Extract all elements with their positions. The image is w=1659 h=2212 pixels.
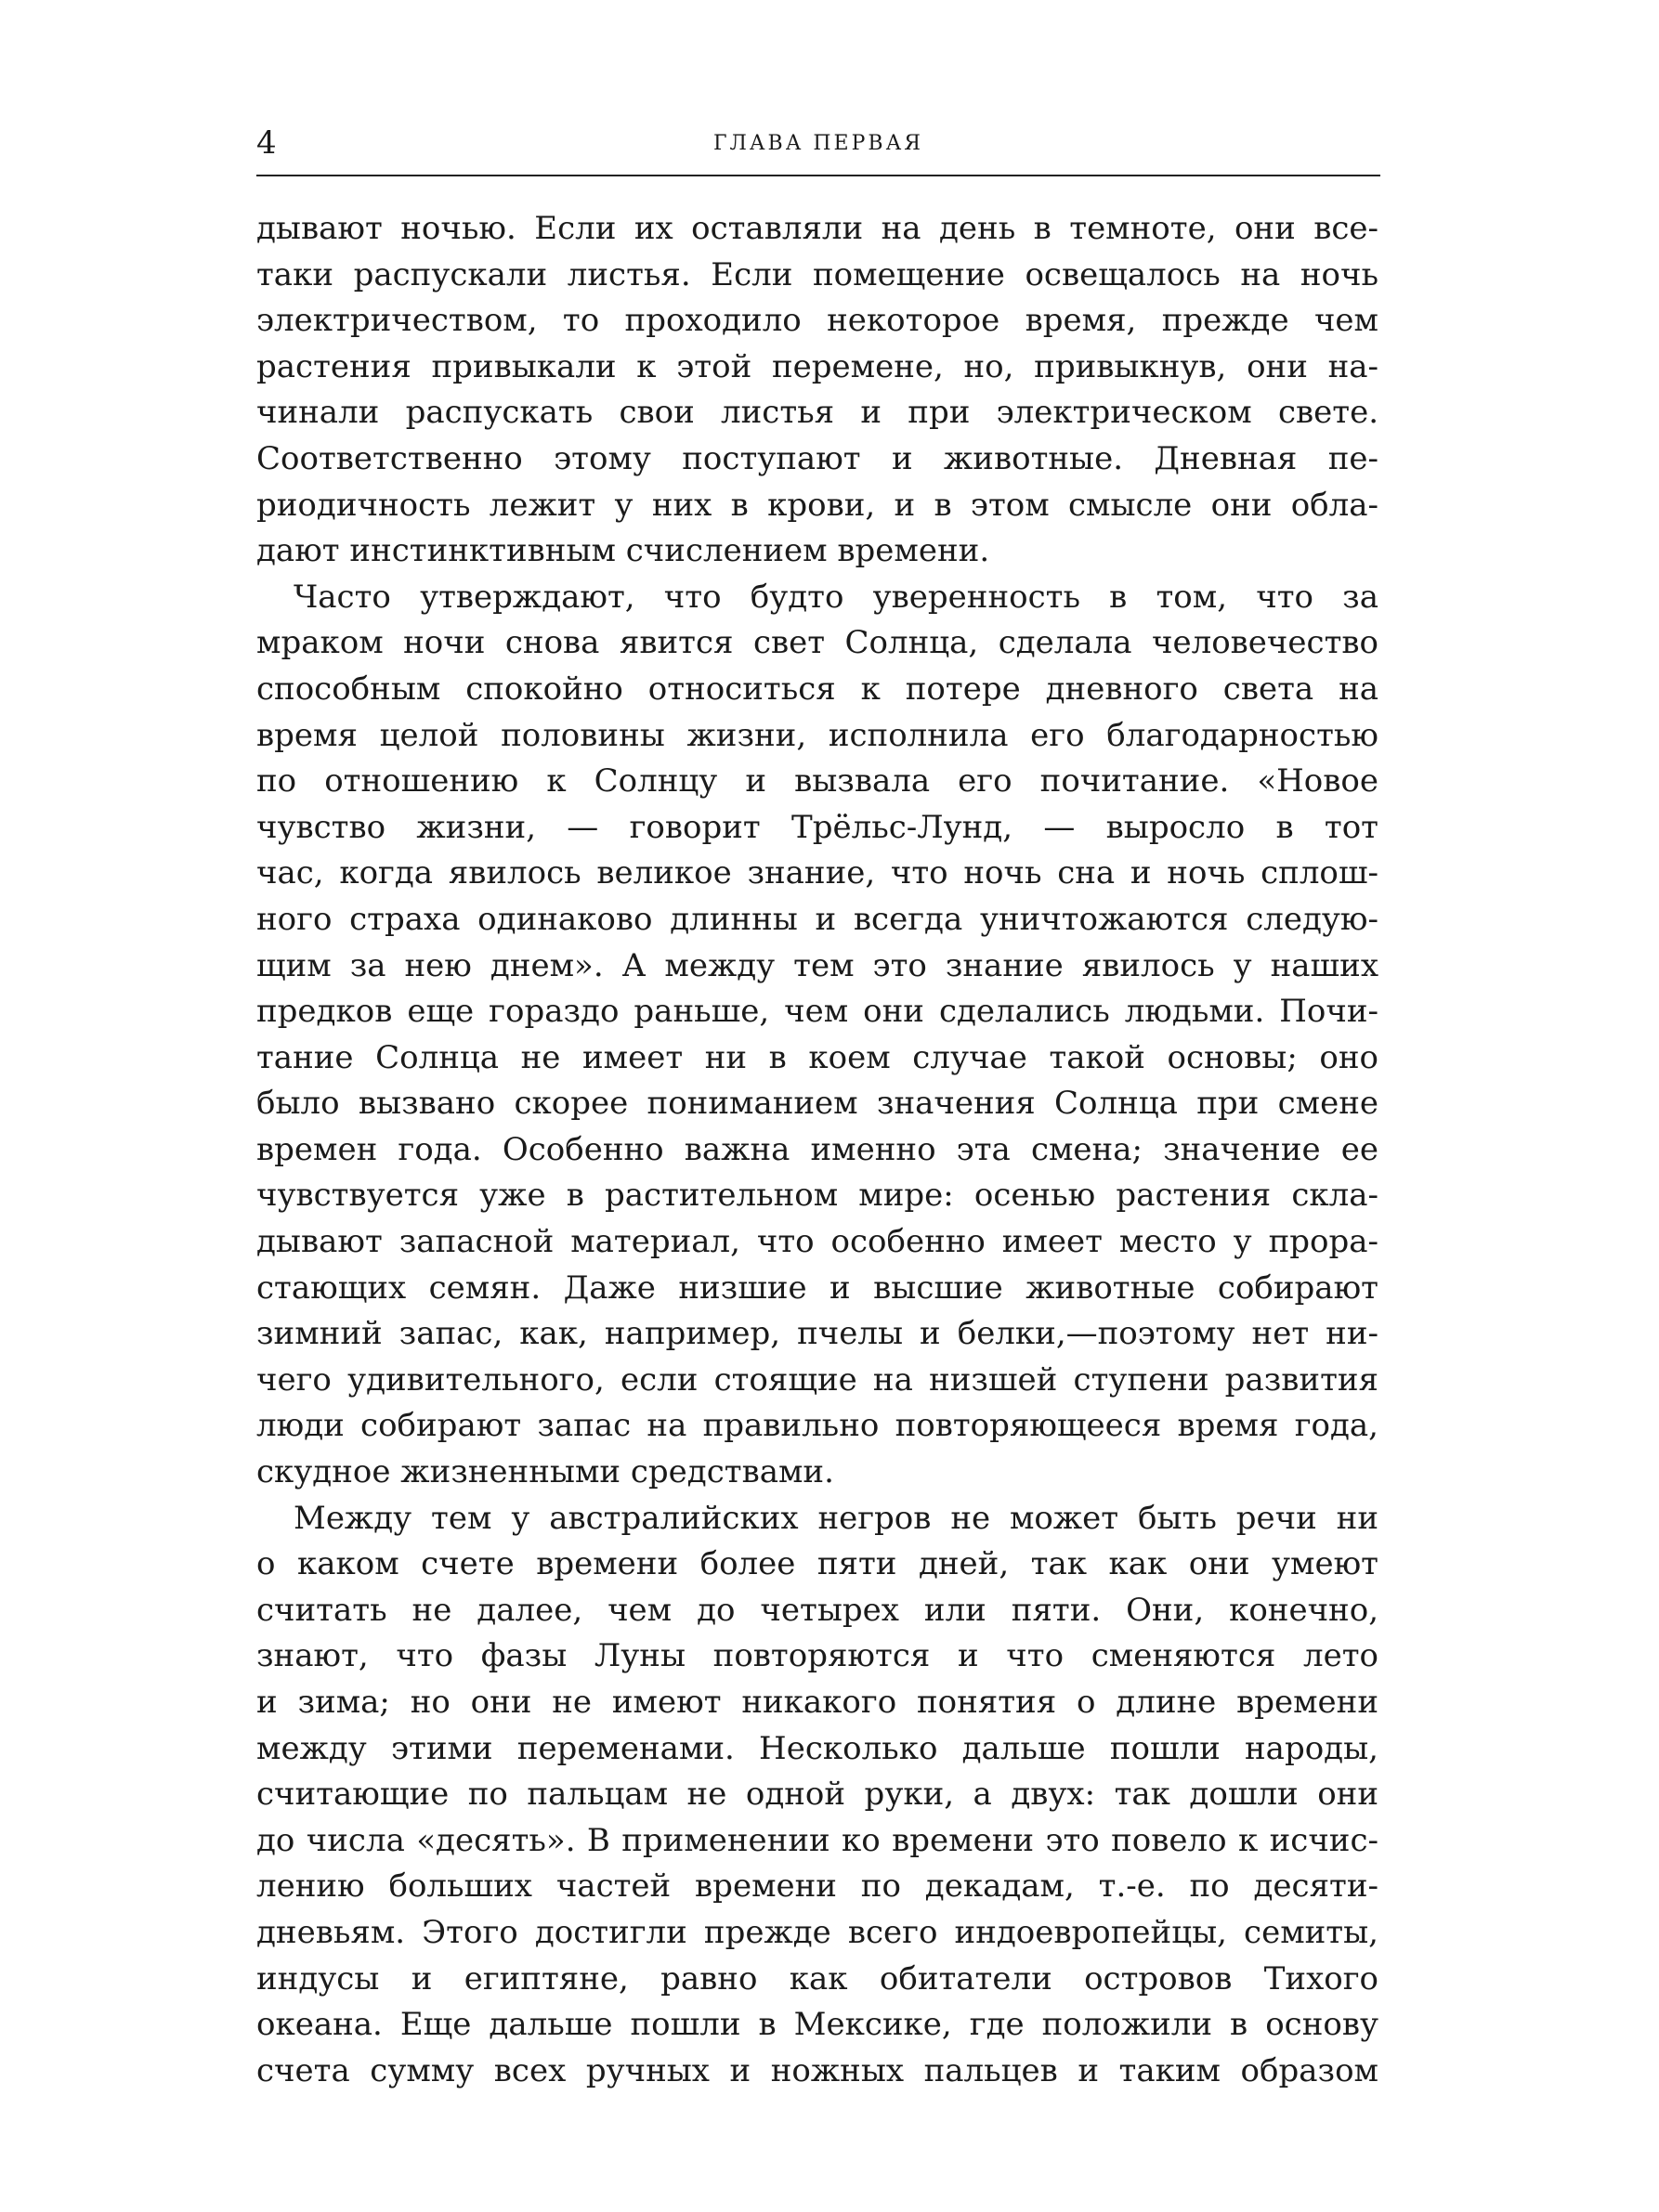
text-line: лению больших частей времени по декадам, т.-е. по десяти- (256, 1867, 1378, 1906)
text-line: дывают запасной материал, что особенно имеет место у прора- (256, 1223, 1378, 1261)
body-text (256, 206, 1378, 2094)
text-line: электричеством, то проходило некоторое время, прежде чем (256, 302, 1378, 340)
text-line: Соответственно этому поступают и животные. Дневная пе- (256, 439, 1378, 477)
text-line: зимний запас, как, например, пчелы и белки,—поэтому нет ни- (256, 1315, 1378, 1353)
running-head (256, 121, 1380, 165)
text-line: Часто утверждают, что будто уверенность в том, что за (294, 578, 1378, 616)
text-line: таки распускали листья. Если помещение освещалось на ночь (256, 255, 1378, 293)
text-line: чинали распускать свои листья и при электрическом свете. (256, 394, 1378, 432)
text-line: растения привыкали к этой перемене, но, привыкнув, они на- (256, 347, 1378, 385)
text-line: индусы и египтяне, равно как обитатели островов Тихого (256, 1959, 1378, 1997)
text-line: знают, что фазы Луны повторяются и что сменяются лето (256, 1637, 1378, 1675)
text-line: дывают ночью. Если их оставляли на день в темноте, они все- (256, 210, 1378, 247)
text-line: час, когда явилось великое знание, что ночь сна и ночь сплош- (256, 854, 1378, 892)
text-line: чего удивительного, если стоящие на низшей ступени развития (256, 1360, 1378, 1399)
text-line: риодичность лежит у них в крови, и в этом смысле они обла- (256, 486, 1378, 524)
text-line: предков еще гораздо раньше, чем они сделались людьми. Почи- (256, 993, 1378, 1031)
text-line: счета сумму всех ручных и ножных пальцев и таким образом (256, 2051, 1378, 2089)
text-line: время целой половины жизни, исполнила его благодарностью (256, 716, 1378, 754)
text-line: щим за нею днем». А между тем это знание явилось у наших (256, 946, 1378, 984)
text-line: тание Солнца не имеет ни в коем случае такой основы; оно (256, 1038, 1378, 1076)
text-line: о каком счете времени более пяти дней, так как они умеют (256, 1545, 1378, 1583)
text-line: мраком ночи снова явится свет Солнца, сделала человечество (256, 624, 1378, 662)
text-line: чувствуется уже в растительном мире: осенью растения скла- (256, 1177, 1378, 1215)
text-line: люди собирают запас на правильно повторяющееся время года, (256, 1407, 1378, 1445)
text-line: по отношению к Солнцу и вызвала его почитание. «Новое (256, 762, 1378, 800)
chapter-title: ГЛАВА ПЕРВАЯ (712, 132, 924, 155)
text-line: считающие по пальцам не одной руки, а двух: так дошли они (256, 1776, 1378, 1814)
text-line: океана. Еще дальше пошли в Мексике, где положили в основу (256, 2006, 1378, 2044)
text-line: между этими переменами. Несколько дальше пошли народы, (256, 1729, 1378, 1767)
text-line: ного страха одинаково длинны и всегда уничтожаются следую- (256, 900, 1378, 938)
header-rule (256, 175, 1380, 176)
text-line: скудное жизненными средствами. (256, 1453, 834, 1491)
text-line: и зима; но они не имеют никакого понятия о длине времени (256, 1684, 1378, 1721)
text-line: дневьям. Этого достигли прежде всего индоевропейцы, семиты, (256, 1913, 1378, 1951)
text-line: Между тем у австралийских негров не может быть речи ни (294, 1499, 1378, 1537)
text-line: считать не далее, чем до четырех или пяти. Они, конечно, (256, 1591, 1378, 1629)
text-line: чувство жизни, — говорит Трёльс-Лунд, — выросло в тот (256, 808, 1378, 846)
text-line: до числа «десять». В применении ко времени это повело к исчис- (256, 1821, 1378, 1859)
text-line: стающих семян. Даже низшие и высшие животные собирают (256, 1269, 1378, 1307)
text-line: способным спокойно относиться к потере дневного света на (256, 670, 1378, 708)
text-line: времен года. Особенно важна именно эта смена; значение ее (256, 1130, 1378, 1168)
page-number: 4 (256, 124, 277, 162)
text-line: было вызвано скорее пониманием значения Солнца при смене (256, 1085, 1378, 1123)
text-line: дают инстинктивным счислением времени. (256, 532, 990, 570)
